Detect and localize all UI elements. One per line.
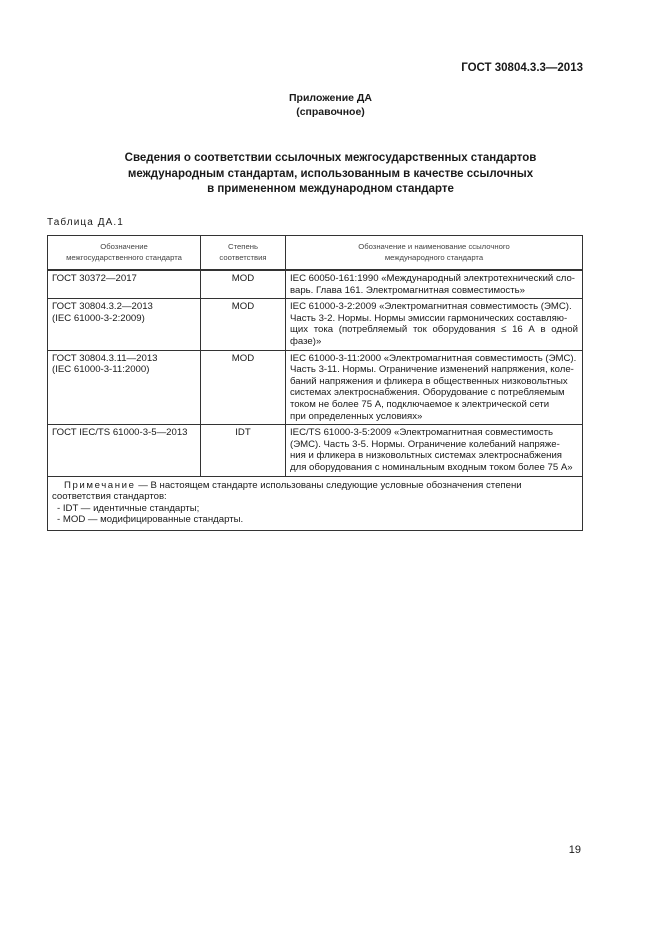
note-text: соответствия стандартов: [52, 491, 167, 503]
table-note-row [48, 476, 583, 530]
header-standard [48, 236, 201, 271]
cell-text: IEC/TS 61000-3-5:2009 «Электромагнитная совместимость [290, 427, 554, 439]
cell-standard [48, 350, 201, 425]
cell-reference [286, 270, 583, 299]
cell-text: при определенных условиях» [290, 410, 423, 422]
header-text: Обозначение [100, 242, 148, 251]
cell-text: IEC 61000-3-2:2009 «Электромагнитная совместимость (ЭМС). [290, 301, 572, 313]
cell-text: (ЭМС). Часть 3-5. Нормы. Ограничение колебаний напряже- [290, 438, 560, 450]
correspondence-table [47, 235, 583, 531]
table-row [48, 350, 583, 425]
cell-reference [286, 425, 583, 476]
header-text: Обозначение и наименование ссылочного [358, 242, 510, 251]
cell-degree: MOD [201, 270, 286, 299]
cell-text: ГОСТ 30804.3.11—2013 [52, 352, 158, 364]
heading-line: Сведения о соответствии ссылочных межгосударственных стандартов [124, 152, 537, 164]
cell-text: ГОСТ 30804.3.2—2013 [52, 301, 153, 313]
cell-text: щих тока (потребляемый ток оборудования ≤ 16 А в одной фазе)» [290, 324, 578, 347]
header-text: межгосударственного стандарта [66, 253, 182, 262]
header-reference [286, 236, 583, 271]
page-number: 19 [568, 844, 581, 856]
cell-standard [48, 425, 201, 476]
note-label: Примечание [64, 479, 136, 491]
cell-text: IEC 60050-161:1990 «Международный электротехнический сло- [290, 273, 575, 284]
note-item: - IDT — идентичные стандарты; [57, 502, 200, 514]
header-text: Степень [228, 242, 258, 251]
cell-standard [48, 270, 201, 299]
heading-line: в примененном международном стандарте [207, 183, 454, 195]
cell-degree: MOD [201, 350, 286, 425]
cell-text: током не более 75 А, подключаемое к электрической сети [290, 398, 550, 410]
table-note [48, 476, 583, 530]
header-text: соответствия [219, 253, 267, 262]
table-row [48, 299, 583, 350]
cell-text: (IEC 61000-3-2:2009) [52, 312, 145, 324]
cell-text: баний напряжения и фликера в общественных низковольтных [290, 375, 568, 387]
table-row [48, 425, 583, 476]
note-item: - MOD — модифицированные стандарты. [57, 514, 244, 526]
table-header-row [48, 236, 583, 271]
cell-text: ния и фликера в низковольтных системах электроснабжения [290, 450, 563, 462]
header-text: международного стандарта [384, 253, 484, 262]
appendix-title: Приложение ДА [289, 92, 372, 104]
cell-text: (IEC 61000-3-11:2000) [52, 364, 150, 376]
header-degree [201, 236, 286, 271]
cell-degree: IDT [201, 425, 286, 476]
table-caption: Таблица ДА.1 [47, 217, 124, 228]
cell-text: ГОСТ IEC/TS 61000-3-5—2013 [52, 427, 188, 439]
table-row [48, 270, 583, 299]
cell-text: варь. Глава 161. Электромагнитная совместимость» [290, 284, 525, 296]
document-code: ГОСТ 30804.3.3—2013 [461, 62, 583, 74]
note-first-line [52, 480, 578, 492]
appendix-title-block [0, 91, 661, 119]
cell-standard [48, 299, 201, 350]
cell-text: IEC 61000-3-11:2000 «Электромагнитная совместимость (ЭМС). [290, 352, 577, 364]
heading-line: международным стандартам, использованным в качестве ссылочных [127, 167, 534, 180]
cell-text: ГОСТ 30372—2017 [52, 273, 137, 284]
cell-text: системах электроснабжения. Оборудование с потребляемым [290, 387, 565, 399]
cell-text: для оборудования с номинальным входным током более 75 А» [290, 461, 573, 473]
note-text: — В настоящем стандарте использованы следующие условные обозначения степени [135, 479, 522, 491]
cell-text: Часть 3-11. Нормы. Ограничение изменений напряжения, коле- [290, 364, 574, 376]
cell-reference [286, 350, 583, 425]
cell-reference [286, 299, 583, 350]
cell-text: Часть 3-2. Нормы. Нормы эмиссии гармонических составляю- [290, 312, 568, 324]
cell-degree: MOD [201, 299, 286, 350]
appendix-subtitle: (справочное) [296, 106, 365, 118]
section-heading [80, 151, 581, 198]
